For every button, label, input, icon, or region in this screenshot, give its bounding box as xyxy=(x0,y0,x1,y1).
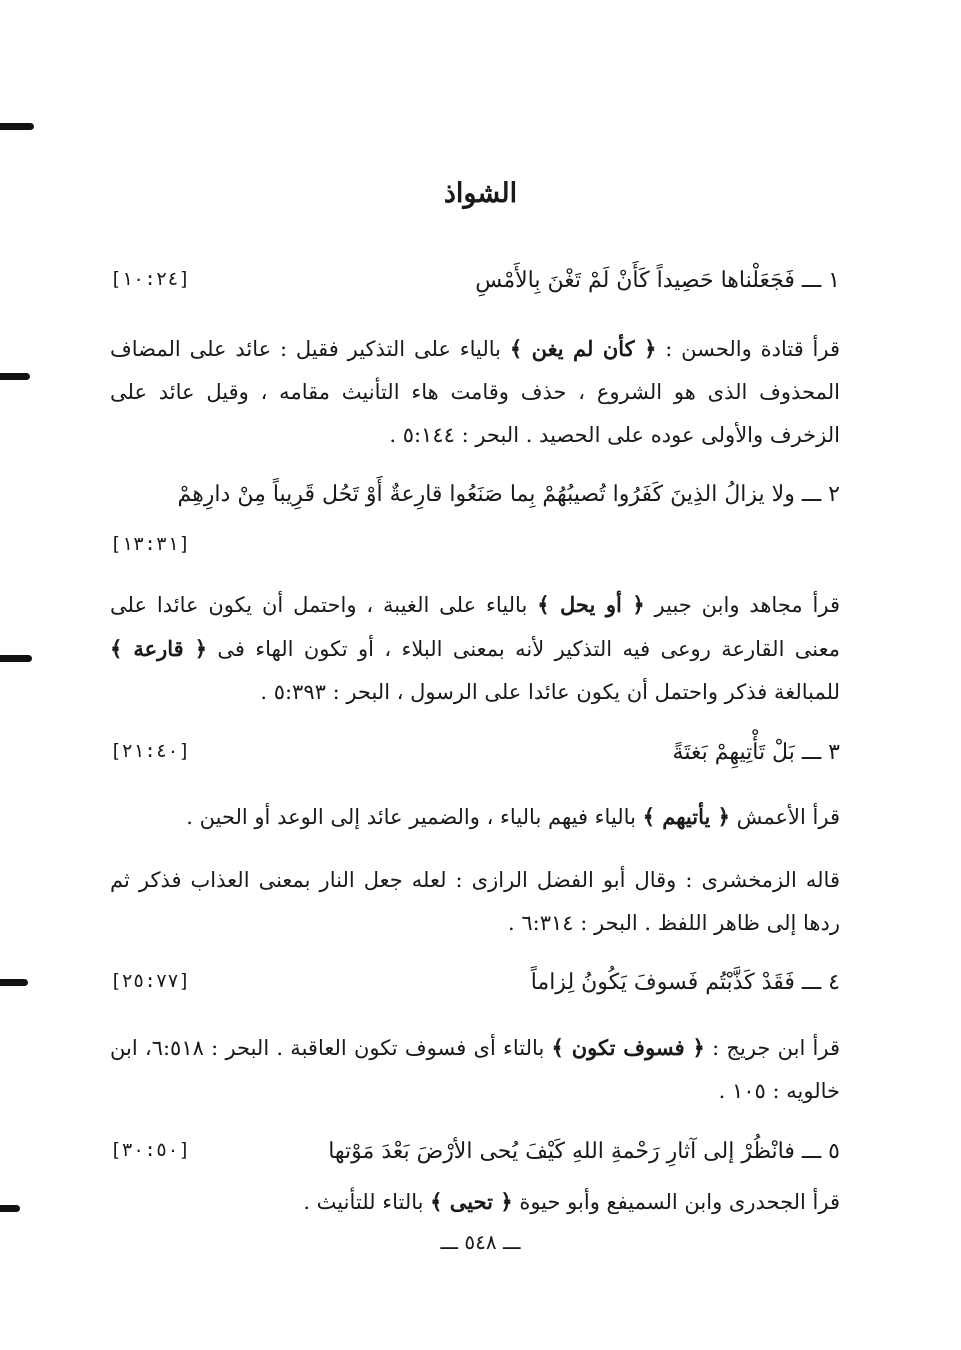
verse-text: ١ ـــ فَجَعَلْناها حَصِيداً كَأَنْ لَمْ تَغْنَ بِالأَمْسِ xyxy=(475,268,840,293)
paragraph-text: بالياء فيهم بالياء ، والضمير عائد إلى الوعد أو الحين . xyxy=(186,805,643,829)
binding-mark xyxy=(0,655,32,662)
page-number: ـــ ٥٤٨ ـــ xyxy=(440,1230,521,1254)
binding-mark xyxy=(0,123,34,130)
paragraph-text: قرأ ابن جريج : xyxy=(704,1036,840,1060)
verse-reference: [٢١:٤٠] xyxy=(110,740,191,762)
paragraph-text: قاله الزمخشرى : وقال أبو الفضل الرازى : لعله جعل النار بمعنى العذاب فذكر ثم ردها إلى ظاهر اللفظ . البحر : ٦:٣١٤ . xyxy=(110,868,840,935)
paragraph-text: بالتاء للتأنيث . xyxy=(303,1190,431,1214)
paragraph-text: قرأ قتادة والحسن : xyxy=(656,337,841,361)
paragraph-text: بالياء على التذكير فقيل : عائد على المضاف المحذوف الذى هو الشروع ، حذف وقامت هاء التأنيث مقامه ، وقيل عائد على الزخرف والأولى عوده على الحصيد . البحر : ٥:١٤٤ . xyxy=(110,337,840,447)
commentary-paragraph-5 xyxy=(110,1180,840,1224)
verse-line-2 xyxy=(110,482,840,522)
commentary-paragraph-1 xyxy=(110,327,840,457)
quoted-reading: ﴿ فسوف تكون ﴾ xyxy=(551,1035,705,1060)
paragraph-text: بالياء على الغيبة ، واحتمل أن يكون عائدا على معنى القارعة روعى فيه التذكير لأنه بمعنى البلاء ، أو تكون الهاء فى xyxy=(110,593,840,661)
quoted-reading: ﴿ قارعة ﴾ xyxy=(110,636,208,661)
verse-text: ٣ ـــ بَلْ تَأْتِيهِمْ بَغتَةً xyxy=(672,740,840,765)
verse-line-4 xyxy=(110,970,840,1010)
verse-text: ٤ ـــ فَقَدْ كَذَّبْتُم فَسوفَ يَكُونُ لِزاماً xyxy=(530,970,840,995)
verse-line-3 xyxy=(110,740,840,780)
paragraph-text: قرأ مجاهد وابن جبير xyxy=(644,593,840,617)
binding-mark xyxy=(0,1205,20,1212)
binding-mark xyxy=(0,979,28,986)
page-title: الشواذ xyxy=(443,178,518,209)
verse-line-1 xyxy=(110,268,840,308)
commentary-paragraph-3 xyxy=(110,795,840,839)
commentary-paragraph-2 xyxy=(110,583,840,714)
verse-line-5 xyxy=(110,1139,840,1179)
paragraph-text: قرأ الأعمش xyxy=(729,805,840,829)
paragraph-text: للمبالغة فذكر واحتمل أن يكون عائدا على الرسول ، البحر : ٥:٣٩٣ . xyxy=(260,680,840,704)
verse-reference: [٣٠:٥٠] xyxy=(110,1139,191,1161)
quoted-reading: ﴿ يأتيهم ﴾ xyxy=(642,804,730,829)
binding-mark xyxy=(0,373,30,380)
paragraph-text: بالتاء أى فسوف تكون العاقبة . البحر : ٦:٥١٨، ابن خالويه : ١٠٥ . xyxy=(110,1036,840,1103)
commentary-paragraph-4 xyxy=(110,1026,840,1113)
verse-reference: [٢٥:٧٧] xyxy=(110,970,191,992)
quoted-reading: ﴿ تحيى ﴾ xyxy=(430,1189,513,1214)
verse-text: ٥ ـــ فانْظُرْ إلى آثارِ رَحْمةِ اللهِ كَيْفَ يُحى الأرْضَ بَعْدَ مَوْتها xyxy=(328,1139,840,1164)
quoted-reading: ﴿ أو يحل ﴾ xyxy=(537,592,645,617)
verse-reference: [١٠:٢٤] xyxy=(110,268,191,290)
quoted-reading: ﴿ كأن لم يغن ﴾ xyxy=(509,336,657,361)
commentary-paragraph-3b xyxy=(110,859,840,945)
verse-text: ٢ ـــ ولا يزالُ الذِينَ كَفَرُوا تُصيبُهُمْ بِما صَنَعُوا قارِعةٌ أَوْ تَحُل قَرِيباً مِنْ دارِهِمْ xyxy=(177,482,840,507)
paragraph-text: قرأ الجحدرى وابن السميفع وأبو حيوة xyxy=(512,1190,840,1214)
verse-reference: [١٣:٣١] xyxy=(110,533,191,555)
